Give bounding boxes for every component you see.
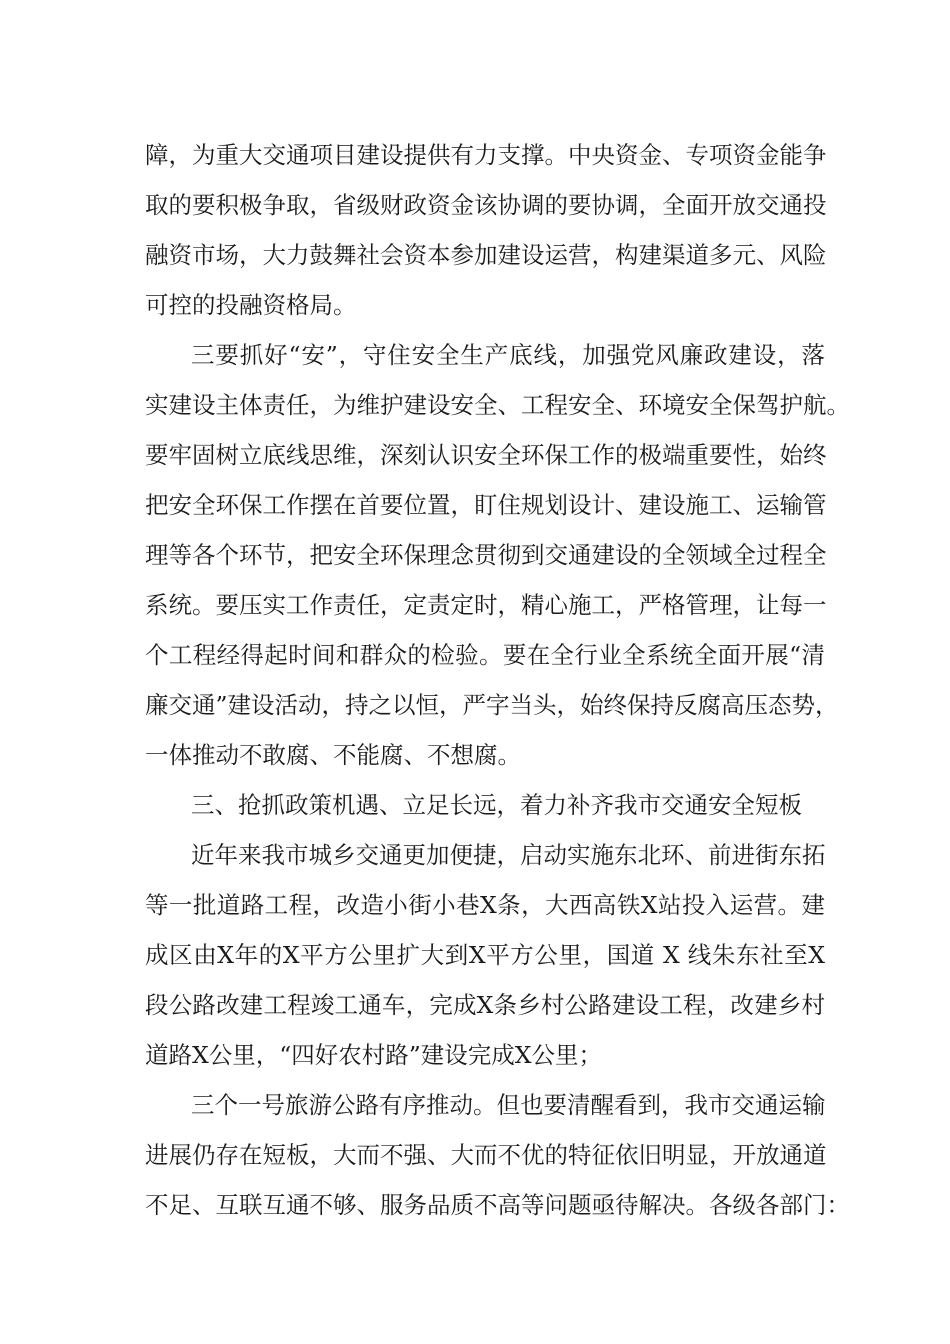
text-line: 三个一号旅游公路有序推动。但也要清醒看到，我市交通运输 (191, 1091, 826, 1119)
text-line: 实建设主体责任，为维护建设安全、工程安全、环境安全保驾护航。 (145, 391, 850, 419)
text-line: 系统。要压实工作责任，定责定时，精心施工，严格管理，让每一 (145, 591, 827, 619)
text-line: 等一批道路工程，改造小街小巷X条，大西高铁X站投入运营。建 (145, 891, 825, 919)
text-line: 个工程经得起时间和群众的检验。要在全行业全系统全面开展“清 (145, 641, 825, 669)
text-line: 进展仍存在短板，大而不强、大而不优的特征依旧明显，开放通道 (145, 1141, 827, 1169)
text-line: 一体推动不敢腐、不能腐、不想腐。 (145, 741, 521, 769)
text-line: 把安全环保工作摆在首要位置，盯住规划设计、建设施工、运输管 (145, 491, 827, 519)
text-line: 段公路改建工程竣工通车，完成X条乡村公路建设工程，改建乡村 (145, 991, 825, 1019)
text-line: 可控的投融资格局。 (145, 291, 357, 319)
text-line: 道路X公里，“四好农村路”建设完成X公里； (145, 1041, 602, 1069)
section-heading: 三、抢抓政策机遇、立足长远，着力补齐我市交通安全短板 (191, 791, 802, 819)
text-line: 近年来我市城乡交通更加便捷，启动实施东北环、前进街东拓 (191, 841, 826, 869)
text-line: 三要抓好“安”，守住安全生产底线，加强党风廉政建设，落 (191, 341, 825, 369)
text-line: 理等各个环节，把安全环保理念贯彻到交通建设的全领域全过程全 (145, 541, 827, 569)
text-line: 不足、互联互通不够、服务品质不高等问题亟待解决。各级各部门： (145, 1191, 850, 1219)
document-body (145, 130, 850, 1230)
text-line: 障，为重大交通项目建设提供有力支撑。中央资金、专项资金能争 (145, 141, 827, 169)
text-line: 成区由X年的X平方公里扩大到X平方公里，国道 X 线朱东社至X (145, 941, 825, 969)
text-line: 取的要积极争取，省级财政资金该协调的要协调，全面开放交通投 (145, 191, 827, 219)
text-line: 要牢固树立底线思维，深刻认识安全环保工作的极端重要性，始终 (145, 441, 827, 469)
text-line: 融资市场，大力鼓舞社会资本参加建设运营，构建渠道多元、风险 (145, 241, 827, 269)
text-line: 廉交通”建设活动，持之以恒，严字当头，始终保持反腐高压态势， (145, 691, 839, 719)
